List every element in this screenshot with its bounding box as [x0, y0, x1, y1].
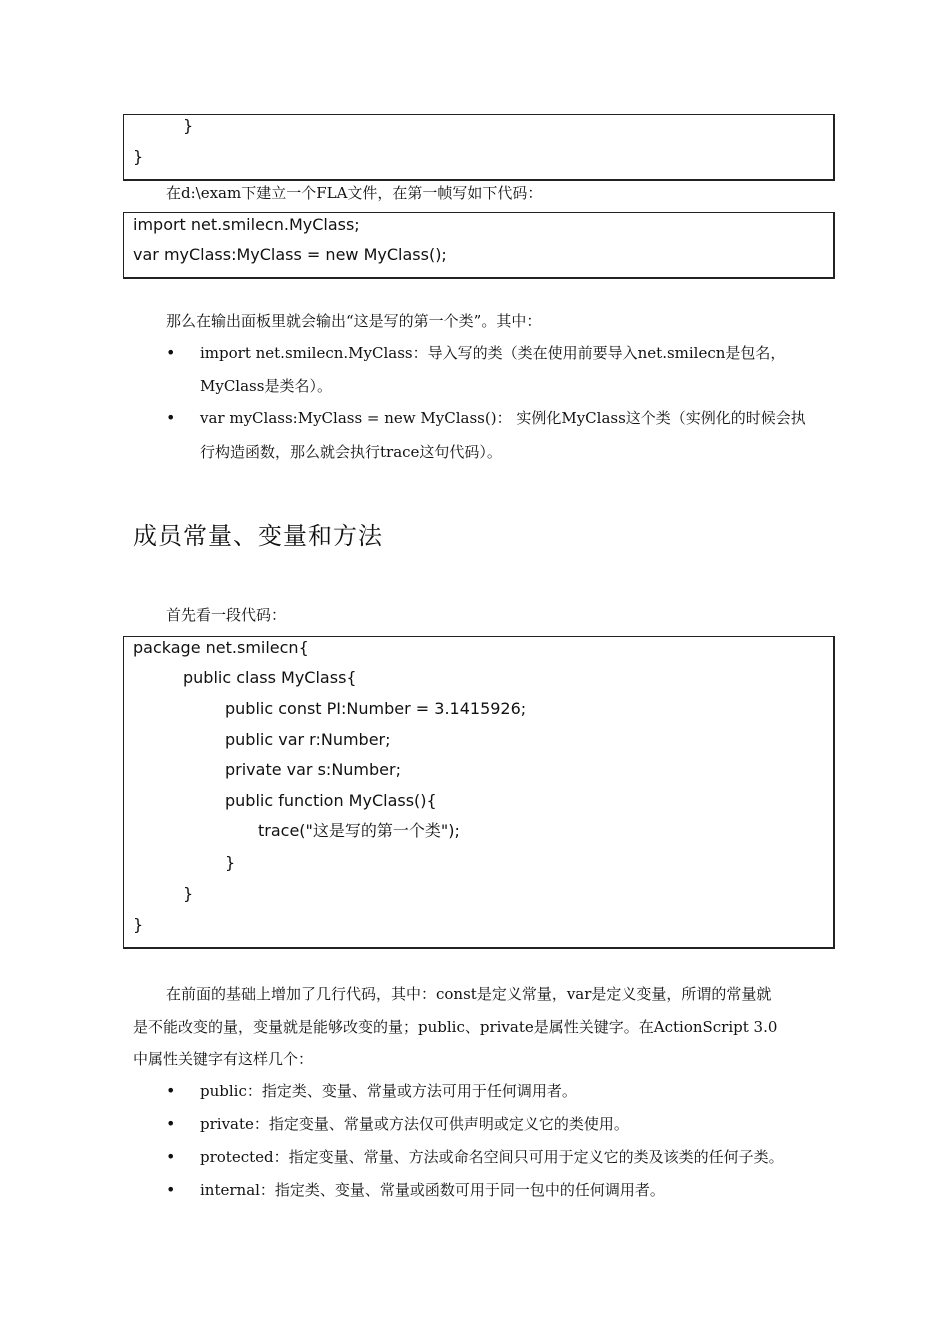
code-block-closing	[123, 114, 835, 181]
code-line: public var r:Number;	[225, 730, 391, 749]
list-item-text: 行构造函数，那么就会执行trace这句代码）。	[200, 443, 502, 461]
paragraph-explain-line: 在前面的基础上增加了几行代码，其中：const是定义常量，var是定义变量，所谓的常量就	[166, 985, 772, 1003]
list-item-text: internal：指定类、变量、常量或函数可用于同一包中的任何调用者。	[200, 1181, 665, 1199]
list-item-text: public：指定类、变量、常量或方法可用于任何调用者。	[200, 1082, 577, 1100]
code-line: public const PI:Number = 3.1415926;	[225, 699, 527, 718]
code-line: public function MyClass(){	[225, 791, 437, 810]
section-heading: 成员常量、变量和方法	[133, 522, 383, 550]
list-item-text: import net.smilecn.MyClass：导入写的类（类在使用前要导入net.smilecn是包名，	[200, 344, 786, 362]
bullet-icon: •	[166, 1114, 176, 1133]
list-item-text: MyClass是类名）。	[200, 377, 332, 395]
paragraph-intro: 在d:\exam下建立一个FLA文件，在第一帧写如下代码：	[166, 184, 543, 202]
bullet-icon: •	[166, 1081, 176, 1100]
code-line: }	[183, 116, 194, 135]
bullet-icon: •	[166, 408, 176, 427]
bullet-icon: •	[166, 1147, 176, 1166]
code-line: var myClass:MyClass = new MyClass();	[133, 245, 447, 264]
code-line: public class MyClass{	[183, 668, 357, 687]
bullet-icon: •	[166, 1180, 176, 1199]
paragraph-output: 那么在输出面板里就会输出“这是写的第一个类”。其中：	[166, 312, 542, 330]
list-item-text: protected：指定变量、常量、方法或命名空间只可用于定义它的类及该类的任何子类。	[200, 1148, 784, 1166]
code-line: package net.smilecn{	[133, 638, 309, 657]
paragraph-first: 首先看一段代码：	[166, 606, 287, 624]
code-line: import net.smilecn.MyClass;	[133, 215, 360, 234]
code-line: }	[225, 853, 236, 872]
list-item-text: private：指定变量、常量或方法仅可供声明或定义它的类使用。	[200, 1115, 629, 1133]
code-line: }	[133, 147, 144, 166]
code-line: private var s:Number;	[225, 760, 401, 779]
paragraph-explain-line: 是不能改变的量，变量就是能够改变的量；public、private是属性关键字。在ActionScript 3.0	[133, 1018, 778, 1036]
list-item-text: var myClass:MyClass = new MyClass()： 实例化MyClass这个类（实例化的时候会执	[200, 409, 806, 427]
code-line: }	[183, 884, 194, 903]
paragraph-explain-line: 中属性关键字有这样几个：	[133, 1050, 314, 1068]
code-line: }	[133, 915, 144, 934]
code-line: trace("这是写的第一个类");	[258, 821, 460, 840]
bullet-icon: •	[166, 343, 176, 362]
